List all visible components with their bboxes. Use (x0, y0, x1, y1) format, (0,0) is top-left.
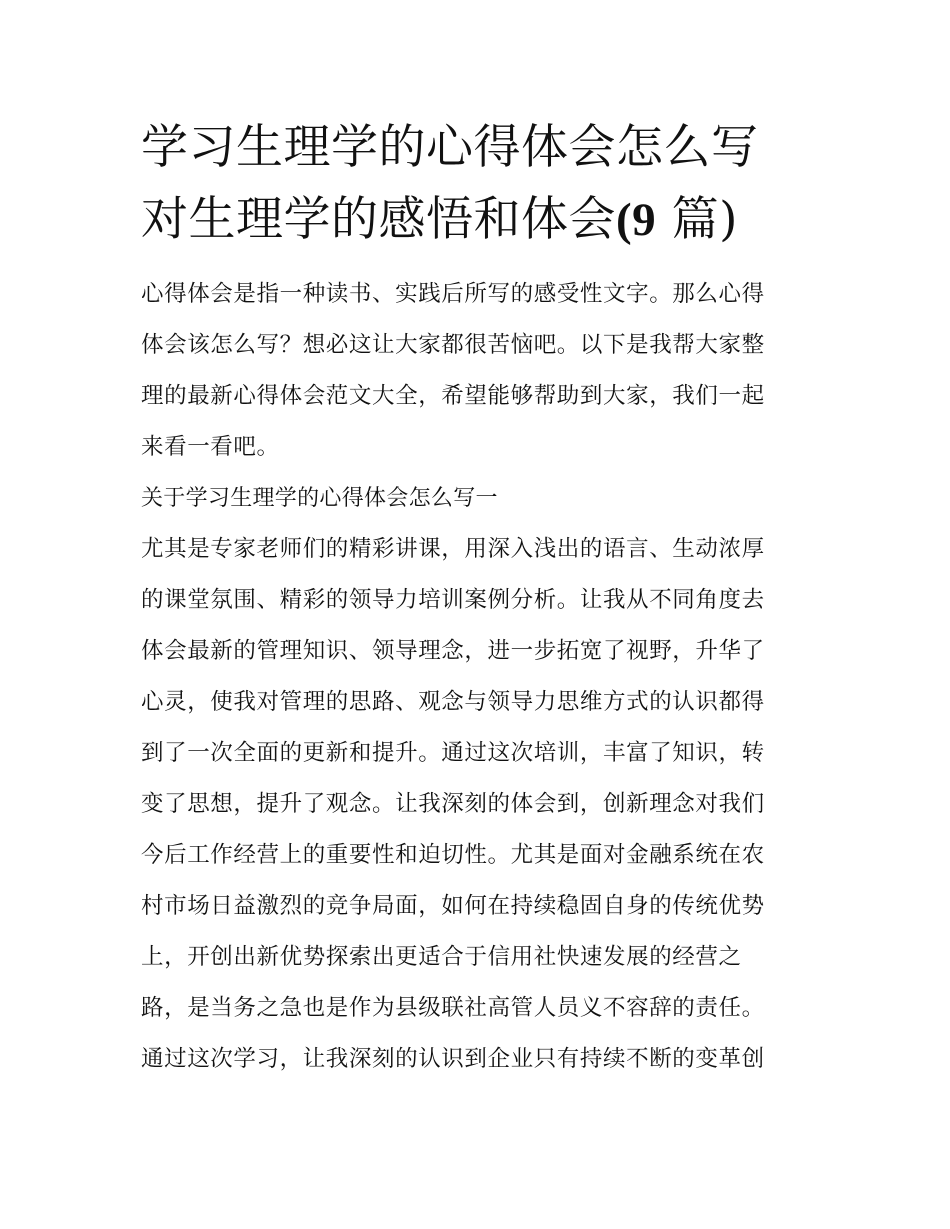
title-count-number: (9 (616, 194, 657, 246)
section-line: 尤其是专家老师们的精彩讲课，用深入浅出的语言、生动浓厚 (141, 536, 765, 562)
intro-line: 体会该怎么写？想必这让大家都很苦恼吧。以下是我帮大家整 (141, 332, 765, 358)
intro-paragraph (141, 269, 813, 473)
section-paragraph (141, 524, 813, 1085)
section-line: 路，是当务之急也是作为县级联社高管人员义不容辞的责任。 (141, 995, 765, 1021)
title-line-1: 学习生理学的心得体会怎么写 (141, 120, 759, 175)
document-title (141, 112, 813, 256)
title-line-2-text: 对生理学的感悟和体会 (141, 192, 616, 247)
section-line: 到了一次全面的更新和提升。通过这次培训，丰富了知识，转 (141, 740, 765, 766)
section-heading: 关于学习生理学的心得体会怎么写一 (141, 486, 498, 511)
section-line: 心灵，使我对管理的思路、观念与领导力思维方式的认识都得 (141, 689, 765, 715)
section-line: 的课堂氛围、精彩的领导力培训案例分析。让我从不同角度去 (141, 587, 765, 613)
section-line: 村市场日益激烈的竞争局面，如何在持续稳固自身的传统优势 (141, 893, 765, 919)
intro-line: 来看一看吧。 (141, 434, 280, 460)
document-content (141, 112, 813, 1085)
section-line: 体会最新的管理知识、领导理念，进一步拓宽了视野，升华了 (141, 638, 765, 664)
intro-line: 理的最新心得体会范文大全，希望能够帮助到大家，我们一起 (141, 383, 765, 409)
intro-line: 心得体会是指一种读书、实践后所写的感受性文字。那么心得 (141, 281, 765, 307)
title-line-2 (141, 184, 813, 256)
section-line: 上，开创出新优势探索出更适合于信用社快速发展的经营之 (141, 944, 742, 970)
section-line: 变了思想，提升了观念。让我深刻的体会到，创新理念对我们 (141, 791, 765, 817)
title-count-suffix: 篇) (671, 192, 738, 247)
section-line: 通过这次学习，让我深刻的认识到企业只有持续不断的变革创 (141, 1046, 765, 1072)
section-line: 今后工作经营上的重要性和迫切性。尤其是面对金融系统在农 (141, 842, 765, 868)
